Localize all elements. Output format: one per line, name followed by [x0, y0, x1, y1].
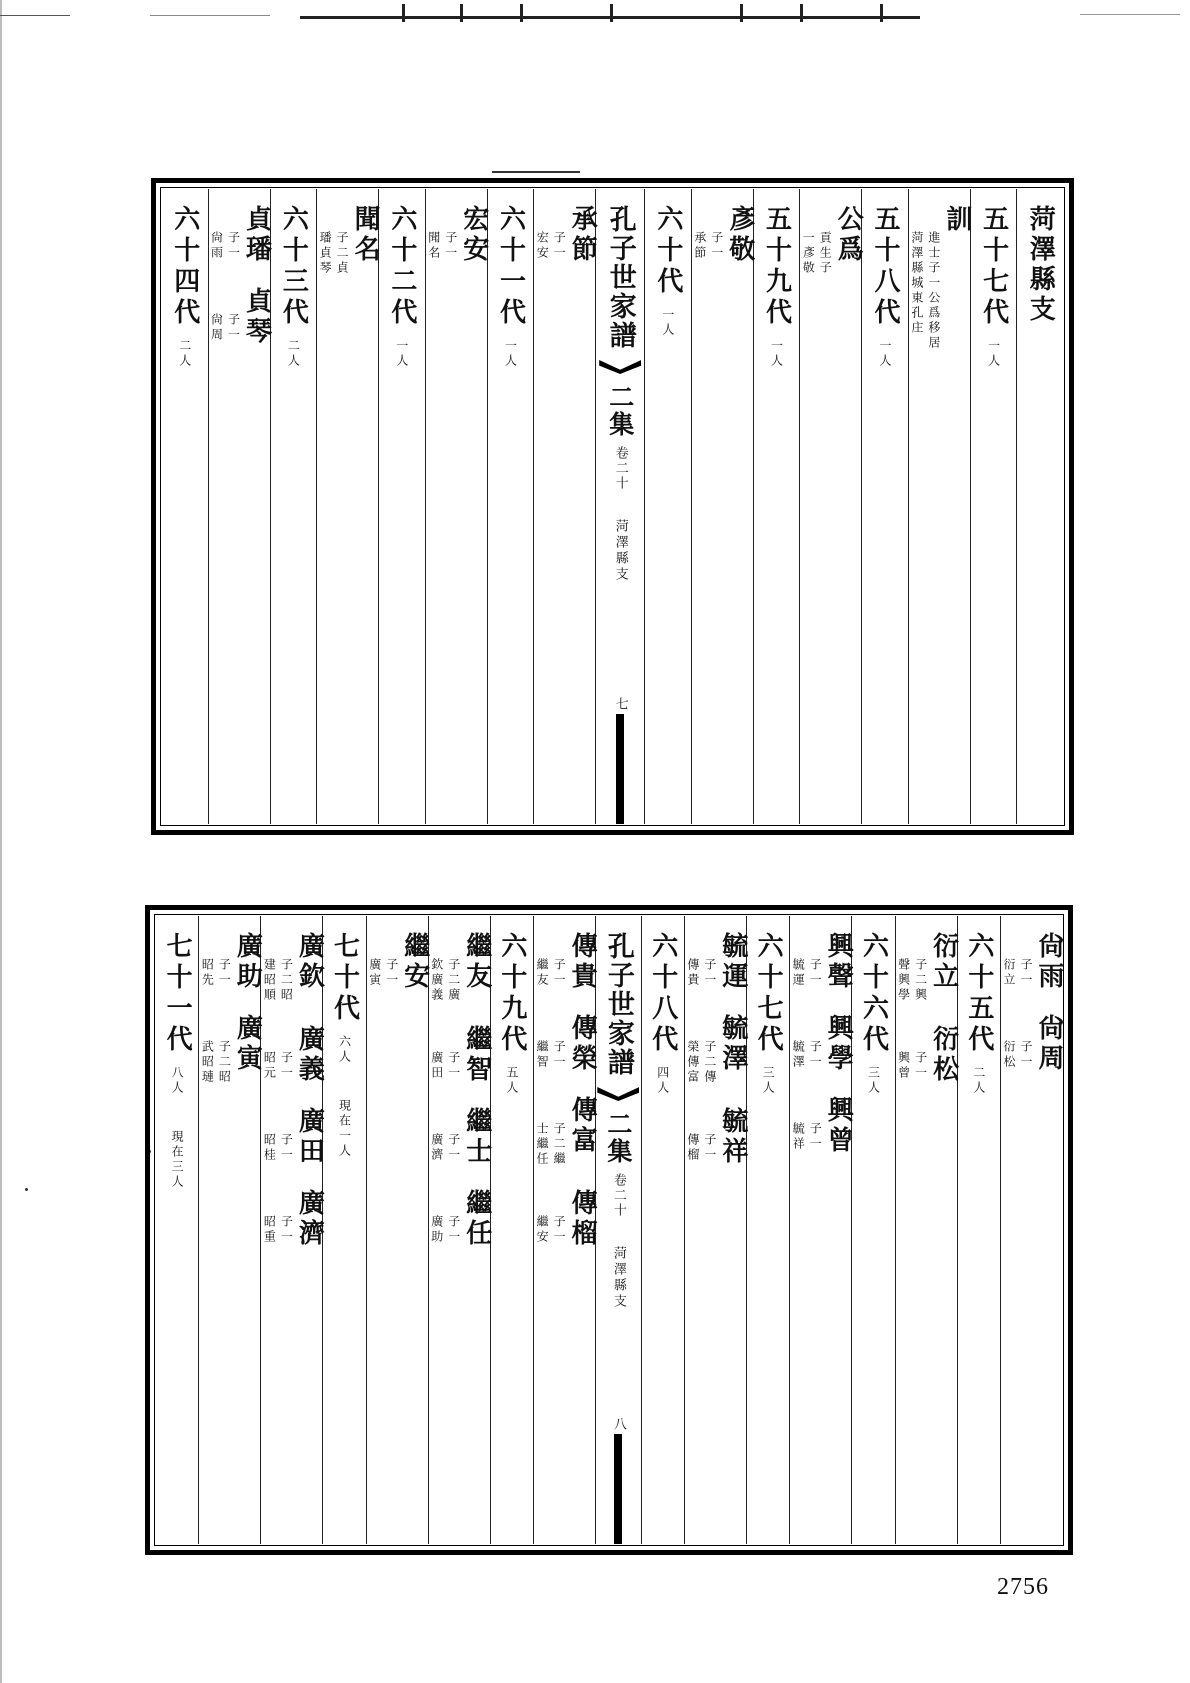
- generation-row: [753, 932, 784, 1056]
- person-name: 繼友: [461, 932, 492, 992]
- note-line: 子二貞: [335, 231, 350, 276]
- person-name: 繼安: [399, 932, 430, 992]
- scan-speck: [25, 1188, 28, 1191]
- person-entry: [261, 1189, 325, 1249]
- person-entry: [261, 932, 325, 1003]
- person-entry: [534, 1096, 598, 1167]
- person-entry: [685, 1107, 746, 1167]
- person-note: [1001, 958, 1033, 988]
- branch-label: 菏澤縣支: [612, 519, 628, 583]
- fishtail-mark: [597, 1083, 639, 1105]
- generation-count: 二人: [286, 339, 301, 369]
- person-entry: [367, 932, 428, 992]
- generation-label: 七十一代: [162, 932, 193, 1056]
- person-entry: [896, 932, 957, 1003]
- generation-row: [652, 205, 683, 298]
- person-name: 繼士: [461, 1107, 492, 1167]
- generation-label: 七十代: [329, 932, 360, 1025]
- person-name: 傳富: [567, 1096, 598, 1156]
- generation-count: 三人: [761, 1066, 776, 1096]
- note-line: 子二繼: [552, 1122, 567, 1167]
- person-name: 貞璠: [241, 205, 272, 265]
- person-name: 毓澤: [717, 1014, 748, 1074]
- scan-left-edge: [0, 0, 2, 1683]
- generation-row: [963, 932, 994, 1056]
- generation-row: [761, 205, 792, 329]
- person-name: 尙周: [1034, 1014, 1064, 1074]
- person-note: [429, 1215, 461, 1245]
- generation-row: [169, 205, 200, 329]
- note-line: 進士子一公爲移居: [926, 231, 941, 351]
- generation-label: 五十九代: [761, 205, 792, 329]
- person-name: 廣助: [232, 932, 263, 992]
- person-column: [208, 189, 270, 824]
- generation-label: 五十七代: [978, 205, 1009, 329]
- person-entry: [790, 932, 854, 992]
- person-name: 貞琴: [241, 287, 272, 347]
- person-column: [366, 916, 428, 1544]
- person-column: [425, 189, 487, 824]
- generation-row: [329, 932, 360, 1025]
- generation-column: [270, 189, 317, 824]
- note-line: 廣助: [429, 1215, 444, 1245]
- person-entry: [790, 1096, 854, 1156]
- note-line: 子一: [552, 231, 567, 261]
- center-title-column: [595, 916, 640, 1544]
- generation-label: 六十二代: [386, 205, 417, 329]
- note-line: 貢生子: [818, 231, 833, 276]
- person-note: [261, 1133, 293, 1163]
- generation-row: [870, 205, 901, 329]
- person-entry: [534, 1014, 598, 1074]
- generation-count: 一人: [394, 339, 409, 369]
- person-note: [261, 958, 293, 1003]
- note-line: 欽廣義: [429, 958, 444, 1003]
- person-name: 傳榴: [567, 1189, 598, 1249]
- panel-title: 菏澤縣支: [1025, 205, 1056, 325]
- person-column: [533, 916, 598, 1544]
- generation-row: [858, 932, 889, 1056]
- note-line: 子二昭: [217, 1040, 232, 1085]
- person-entry: [199, 1014, 263, 1085]
- person-column: [198, 916, 263, 1544]
- person-note: [685, 1133, 717, 1163]
- person-name: 毓運: [717, 932, 748, 992]
- person-note: [429, 1133, 461, 1163]
- note-line: 聞名: [426, 231, 441, 261]
- person-entry: [209, 205, 270, 265]
- book-title: 孔子世家譜: [602, 932, 634, 1077]
- person-name: 聞名: [350, 205, 381, 265]
- top-genealogy-panel: [151, 178, 1074, 835]
- note-line: 毓澤: [791, 1040, 806, 1070]
- note-line: 子一: [552, 958, 567, 988]
- person-entry: [685, 932, 746, 992]
- generation-count: 一人: [878, 339, 893, 369]
- person-entry: [429, 932, 490, 1003]
- person-name: 廣義: [294, 1025, 325, 1085]
- person-note: [896, 1051, 928, 1081]
- note-line: 尙雨: [209, 231, 224, 261]
- person-note: [261, 1215, 293, 1245]
- note-line: 子一: [808, 1122, 823, 1152]
- person-note: [261, 1051, 293, 1081]
- person-note: [317, 231, 349, 276]
- note-line: 昭元: [262, 1051, 277, 1081]
- note-line: 武昭璉: [200, 1040, 215, 1085]
- person-name: 廣欽: [294, 932, 325, 992]
- person-name: 毓祥: [717, 1107, 748, 1167]
- note-line: 子一: [552, 1040, 567, 1070]
- note-line: 昭先: [200, 958, 215, 988]
- person-column: [684, 916, 746, 1544]
- note-line: 子二廣: [446, 958, 461, 1003]
- note-line: 子一: [913, 1051, 928, 1081]
- juan-label: 卷二十: [612, 446, 628, 491]
- generation-column: [970, 189, 1017, 824]
- note-line: 子一: [446, 1215, 461, 1245]
- scan-top-artifact: [0, 0, 1190, 30]
- person-name: 廣田: [294, 1107, 325, 1167]
- note-line: 子一: [384, 958, 399, 988]
- person-name: 公爲: [833, 205, 864, 265]
- person-entry: [534, 205, 598, 265]
- person-entry: [534, 1189, 598, 1249]
- person-note: [800, 231, 832, 276]
- note-line: 子一: [1019, 958, 1033, 988]
- person-entry: [199, 932, 263, 992]
- page-number: 2756: [997, 1574, 1049, 1600]
- person-note: [534, 1215, 566, 1245]
- person-column: [533, 189, 598, 824]
- generation-label: 六十代: [652, 205, 683, 298]
- person-entry: [261, 1107, 325, 1167]
- note-line: 子一: [702, 1133, 717, 1163]
- generation-extant: 現在一人: [337, 1099, 352, 1159]
- person-entry: [261, 1025, 325, 1085]
- note-line: 衍松: [1002, 1040, 1016, 1070]
- person-note: [209, 313, 241, 343]
- generation-column: [861, 189, 908, 824]
- person-name: 傳榮: [567, 1014, 598, 1074]
- generation-count: 二人: [177, 339, 192, 369]
- person-entry: [429, 1107, 490, 1167]
- note-line: 衍立: [1002, 958, 1016, 988]
- panel-title-column: [1016, 189, 1063, 824]
- person-note: [199, 1040, 231, 1085]
- person-name: 訓: [941, 205, 972, 235]
- person-entry: [692, 205, 753, 265]
- person-column: [316, 189, 381, 824]
- generation-count: 一人: [660, 308, 675, 338]
- person-note: [1001, 1040, 1033, 1070]
- note-line: 聲興學: [896, 958, 911, 1003]
- person-column: [691, 189, 753, 824]
- person-column: [260, 916, 325, 1544]
- generation-column: [378, 189, 425, 824]
- generation-column: [644, 189, 691, 824]
- person-note: [534, 958, 566, 988]
- page-overline: [492, 171, 580, 173]
- generation-column: [322, 916, 365, 1544]
- generation-count: 六人: [337, 1035, 352, 1065]
- note-line: 子一: [702, 958, 717, 988]
- person-entry: [790, 1014, 854, 1074]
- person-entry: [1001, 1014, 1062, 1074]
- generation-count: 五人: [504, 1066, 519, 1096]
- note-line: 昭桂: [262, 1133, 277, 1163]
- person-note: [896, 958, 928, 1003]
- note-line: 子一: [443, 231, 458, 261]
- person-entry: [317, 205, 381, 276]
- note-line: 傳榴: [685, 1133, 700, 1163]
- note-line: 子一: [446, 1051, 461, 1081]
- person-note: [790, 1122, 822, 1152]
- person-name: 尙雨: [1034, 932, 1064, 992]
- person-entry: [429, 1025, 490, 1085]
- leaf-number: 七: [612, 697, 628, 710]
- person-entry: [429, 1189, 490, 1249]
- person-note: [534, 231, 566, 261]
- note-line: 子二傳: [702, 1040, 717, 1085]
- generation-row: [647, 932, 678, 1056]
- person-name: 彥敬: [724, 205, 755, 265]
- person-column: [428, 916, 490, 1544]
- generation-label: 六十六代: [858, 932, 889, 1056]
- person-entry: [1001, 932, 1062, 992]
- generation-column: [957, 916, 1000, 1544]
- person-note: [685, 958, 717, 988]
- note-line: 建昭順: [262, 958, 277, 1003]
- person-name: 繼智: [461, 1025, 492, 1085]
- generation-column: [162, 189, 208, 824]
- generation-column: [156, 916, 198, 1544]
- note-line: 子一: [217, 958, 232, 988]
- person-note: [429, 1051, 461, 1081]
- center-rule: [614, 1434, 622, 1544]
- note-line: 繼友: [535, 958, 550, 988]
- generation-count: 三人: [866, 1066, 881, 1096]
- note-line: 毓祥: [791, 1122, 806, 1152]
- person-note: [534, 1122, 566, 1167]
- person-entry: [909, 205, 970, 351]
- person-name: 衍立: [928, 932, 959, 992]
- note-line: 士繼任: [535, 1122, 550, 1167]
- fishtail-mark: [599, 356, 641, 378]
- person-name: 傳貴: [567, 932, 598, 992]
- person-name: 興聲: [823, 932, 854, 992]
- generation-label: 六十九代: [496, 932, 527, 1056]
- note-line: 繼智: [535, 1040, 550, 1070]
- note-line: 昭重: [262, 1215, 277, 1245]
- generation-row: [978, 205, 1009, 329]
- note-line: 子一: [279, 1215, 294, 1245]
- note-line: 子一: [279, 1133, 294, 1163]
- person-note: [429, 958, 461, 1003]
- center-title-column: [595, 189, 644, 824]
- note-line: 子一: [1019, 1040, 1033, 1070]
- generation-label: 六十八代: [647, 932, 678, 1056]
- note-line: 璠貞琴: [318, 231, 333, 276]
- person-note: [692, 231, 724, 261]
- person-name: 廣濟: [294, 1189, 325, 1249]
- note-line: 繼安: [535, 1215, 550, 1245]
- center-rule: [616, 714, 624, 824]
- note-line: 宏安: [535, 231, 550, 261]
- person-note: [534, 1040, 566, 1070]
- generation-count: 二人: [971, 1066, 986, 1096]
- generation-label: 六十四代: [169, 205, 200, 329]
- note-line: 子一: [552, 1215, 567, 1245]
- person-note: [199, 958, 231, 988]
- generation-row: [162, 932, 193, 1056]
- person-name: 興曾: [823, 1096, 854, 1156]
- person-entry: [209, 287, 270, 347]
- person-note: [790, 958, 822, 988]
- note-line: 廣寅: [367, 958, 382, 988]
- generation-column: [746, 916, 789, 1544]
- note-line: 子一: [226, 231, 241, 261]
- note-line: 毓運: [791, 958, 806, 988]
- person-column: [908, 189, 970, 824]
- note-line: 承節: [692, 231, 707, 261]
- note-line: 子一: [446, 1133, 461, 1163]
- note-line: 子一: [279, 1051, 294, 1081]
- person-name: 承節: [567, 205, 598, 265]
- branch-label: 菏澤縣支: [610, 1246, 626, 1310]
- person-entry: [534, 932, 598, 992]
- person-entry: [685, 1014, 746, 1085]
- person-name: 廣寅: [232, 1014, 263, 1074]
- generation-count: 一人: [986, 339, 1001, 369]
- note-line: 尙周: [209, 313, 224, 343]
- generation-count: 一人: [769, 339, 784, 369]
- volume-label: 二集: [603, 1111, 633, 1165]
- note-line: 廣田: [429, 1051, 444, 1081]
- note-line: 子二昭: [279, 958, 294, 1003]
- note-line: 榮傳富: [685, 1040, 700, 1085]
- note-line: 廣濟: [429, 1133, 444, 1163]
- person-column: [789, 916, 854, 1544]
- person-name: 繼任: [461, 1189, 492, 1249]
- note-line: 子一: [808, 958, 823, 988]
- generation-column: [851, 916, 894, 1544]
- person-note: [685, 1040, 717, 1085]
- person-name: 衍松: [928, 1025, 959, 1085]
- book-title: 孔子世家譜: [604, 205, 636, 350]
- generation-column: [490, 916, 533, 1544]
- generation-extant: 現在三人: [170, 1130, 185, 1190]
- note-line: 興曾: [896, 1051, 911, 1081]
- person-entry: [800, 205, 864, 276]
- note-line: 子一: [226, 313, 241, 343]
- note-line: 傳貴: [685, 958, 700, 988]
- person-note: [909, 231, 941, 351]
- juan-label: 卷二十: [610, 1173, 626, 1218]
- note-line: 子一: [709, 231, 724, 261]
- generation-label: 六十一代: [495, 205, 526, 329]
- leaf-number: 八: [610, 1417, 626, 1430]
- generation-label: 六十三代: [278, 205, 309, 329]
- volume-label: 二集: [605, 384, 635, 438]
- person-note: [367, 958, 399, 988]
- note-line: 子一: [808, 1040, 823, 1070]
- generation-row: [386, 205, 417, 329]
- note-line: 子二興: [913, 958, 928, 1003]
- person-name: 興學: [823, 1014, 854, 1074]
- person-name: 宏安: [458, 205, 489, 265]
- generation-row: [496, 932, 527, 1056]
- person-entry: [426, 205, 487, 265]
- generation-column: [641, 916, 684, 1544]
- generation-row: [278, 205, 309, 329]
- person-entry: [896, 1025, 957, 1085]
- bottom-genealogy-panel: [145, 905, 1073, 1555]
- note-line: 一彥敬: [801, 231, 816, 276]
- person-note: [209, 231, 241, 261]
- generation-label: 六十七代: [753, 932, 784, 1056]
- generation-label: 五十八代: [870, 205, 901, 329]
- generation-column: [487, 189, 534, 824]
- generation-count: 八人: [170, 1066, 185, 1096]
- person-column: [799, 189, 864, 824]
- generation-column: [753, 189, 800, 824]
- person-column: [895, 916, 957, 1544]
- person-note: [790, 1040, 822, 1070]
- generation-row: [495, 205, 526, 329]
- person-column: [1000, 916, 1062, 1544]
- generation-label: 六十五代: [963, 932, 994, 1056]
- note-line: 菏澤縣城東孔庄: [909, 231, 924, 336]
- generation-count: 一人: [503, 339, 518, 369]
- generation-count: 四人: [655, 1066, 670, 1096]
- person-note: [426, 231, 458, 261]
